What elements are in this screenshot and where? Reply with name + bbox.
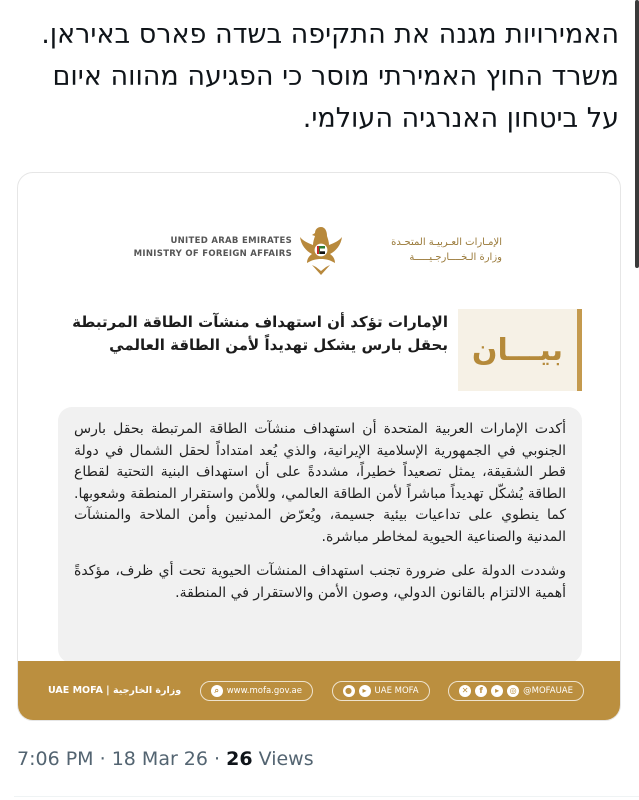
ministry-header <box>18 223 620 283</box>
social-handle: @MOFAUAE <box>523 685 573 696</box>
meta-separator: · <box>99 748 106 770</box>
ministry-name-arabic <box>352 235 502 265</box>
country-name-en: UNITED ARAB EMIRATES <box>170 236 292 246</box>
tweet-text <box>14 14 619 140</box>
meta-separator: · <box>214 748 221 770</box>
ministry-name-en: MINISTRY OF FOREIGN AFFAIRS <box>133 249 292 259</box>
statement-body <box>58 407 582 663</box>
tweet-line: האמירויות מגנה את התקיפה בשדה פארס באיראן. <box>41 19 619 50</box>
views-label: Views <box>258 748 314 770</box>
headline-line: بحقل بارس يشكل تهديداً لأمن الطاقة العالمي <box>109 336 448 354</box>
app-text: UAE MOFA <box>374 685 419 696</box>
search-icon: ⌕ <box>211 685 223 697</box>
website-text: www.mofa.gov.ae <box>226 685 302 696</box>
footer-brand: UAE MOFA | وزارة الخارجية <box>48 685 182 696</box>
attached-image-card[interactable] <box>17 172 621 721</box>
tweet-time[interactable]: 7:06 PM <box>17 748 94 770</box>
statement-title: بيـــان <box>471 332 564 368</box>
headline-line: الإمارات تؤكد أن استهداف منشآت الطاقة المرتبطة <box>72 313 448 331</box>
tweet-line: משרד החוץ האמירתי מוסר כי הפגיעה מהווה איום <box>52 61 619 92</box>
body-paragraph: وشددت الدولة على ضرورة تجنب استهداف المنشآت الحيوية تحت أي ظرف، مؤكدةً أهمية الالتزام بالقانون الدولي، وصون الأمن والاستقرار في المنطقة. <box>74 563 566 601</box>
ministry-name-ar: وزارة الـخــــارجـيـــــة <box>409 252 502 263</box>
app-store-icon: ● <box>343 685 355 697</box>
x-icon: ✕ <box>459 685 471 697</box>
tweet-date[interactable]: 18 Mar 26 <box>111 748 208 770</box>
website-pill <box>200 681 313 701</box>
play-store-icon: ▸ <box>359 685 371 697</box>
views-count: 26 <box>226 748 253 770</box>
scrollbar-thumb[interactable] <box>635 0 639 268</box>
tweet-meta <box>17 748 314 770</box>
statement-footer <box>18 661 620 720</box>
statement-title-box <box>458 309 582 391</box>
youtube-icon: ▸ <box>491 685 503 697</box>
tweet-line: על ביטחון האנרגיה העולמי. <box>302 103 619 134</box>
falcon-emblem-icon <box>298 223 344 281</box>
ministry-name-english <box>130 235 292 261</box>
social-pill <box>448 681 584 701</box>
divider <box>14 796 639 797</box>
instagram-icon: ◎ <box>507 685 519 697</box>
facebook-icon: f <box>475 685 487 697</box>
country-name-ar: الإمـارات العـربيـة المتحـدة <box>391 237 502 248</box>
body-paragraph: أكدت الإمارات العربية المتحدة أن استهداف منشآت الطاقة المرتبطة بحقل بارس الجنوبي في الجمهورية الإسلامية الإيرانية، والذي يُعد امتداداً لحقل الشمال في دولة قطر الشقيقة، يمثل تصعيداً خطيراً، مشددةً على أن استهداف البنية التحتية لقطاع الطاقة يُشكّل تهديداً مباشراً لأمن الطاقة العالمي، وللأمن واستقرار المنطقة وشعوبها. كما ينطوي على تداعيات بيئية جسيمة، ويُعرّض المدنيين وأمن الملاحة والمنشآت المدنية والصناعية الحيوية لمخاطر مباشرة. <box>74 421 566 545</box>
app-pill <box>332 681 430 701</box>
statement-headline <box>68 311 448 357</box>
